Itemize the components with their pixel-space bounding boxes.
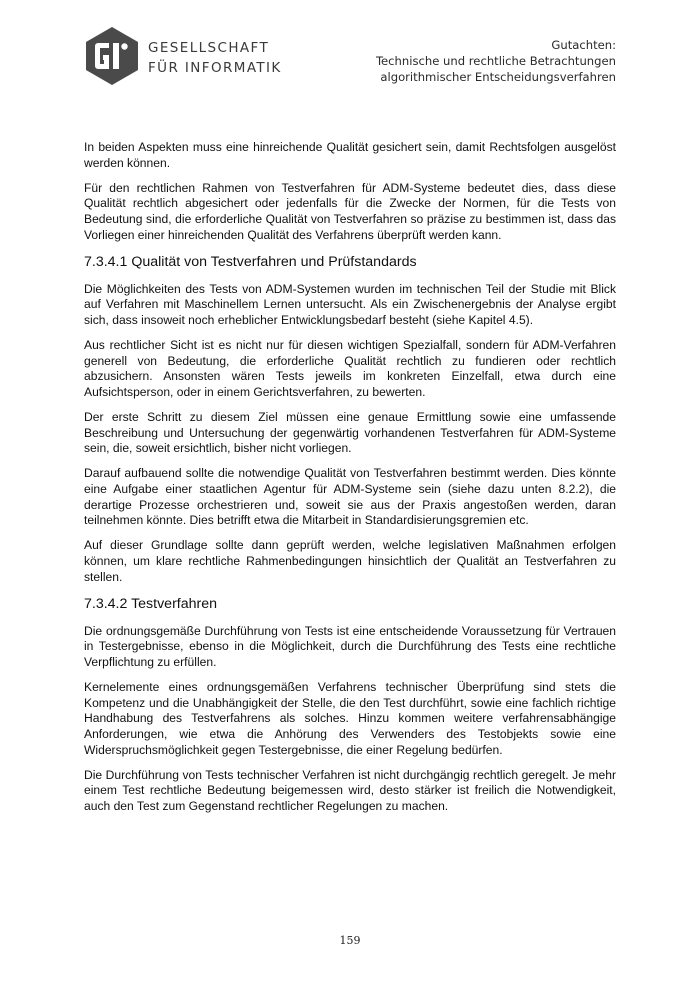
section-heading: 7.3.4.2 Testverfahren — [84, 595, 218, 612]
section-heading: 7.3.4.1 Qualität von Testverfahren und Prüfstandards — [84, 253, 417, 270]
paragraph: Die ordnungsgemäße Durchführung von Tests ist eine entscheidende Voraussetzung für Vertrauen in Testergebnisse, ebenso in die Möglichkeit, durch die Durchführung des Tests eine rechtliche Verpflichtung zu erfüllen. — [84, 623, 616, 669]
paragraph: Der erste Schritt zu diesem Ziel müssen eine genaue Ermittlung sowie eine umfassende Beschreibung und Untersuchung der gegenwärtig vorhandenen Testverfahren für ADM-Systeme sein, die, soweit ersichtlich, bisher nicht vorliegen. — [84, 410, 616, 456]
header-line-3: algorithmischer Entscheidungsverfahren — [380, 70, 616, 84]
paragraph: Die Durchführung von Tests technischer Verfahren ist nicht durchgängig rechtlich geregelt. Je mehr einem Test rechtliche Bedeutung beigemessen wird, desto stärker ist freilich die Notwendigkeit, auch den Test zum Gegenstand rechtlicher Regelungen zu machen. — [84, 767, 616, 813]
paragraph: Aus rechtlicher Sicht ist es nicht nur für diesen wichtigen Spezialfall, sondern für ADM-Verfahren generell von Bedeutung, die erforderliche Qualität rechtlich zu fundieren oder rechtlich abzusichern. Ansonsten wären Tests jeweils im konkreten Einzelfall, etwa durch eine Aufsichtsperson, oder in einem Gerichtsverfahren, zu bewerten. — [84, 338, 616, 399]
paragraph: In beiden Aspekten muss eine hinreichende Qualität gesichert sein, damit Rechtsfolgen ausgelöst werden können. — [84, 140, 616, 170]
logo-text-line2: FÜR INFORMATIK — [148, 60, 282, 76]
running-header — [376, 37, 616, 85]
logo-text-line1: GESELLSCHAFT — [148, 40, 270, 56]
paragraph: Die Möglichkeiten des Tests von ADM-Systemen wurden im technischen Teil der Studie mit Blick auf Verfahren mit Maschinellem Lernen untersucht. Als ein Zwischenergebnis der Analyse ergibt sich, dass insoweit noch erheblicher Entwicklungsbedarf besteht (siehe Kapitel 4.5). — [84, 281, 616, 327]
gi-logo-mark-icon — [82, 27, 142, 85]
paragraph: Auf dieser Grundlage sollte dann geprüft werden, welche legislativen Maßnahmen erfolgen können, um klare rechtliche Rahmenbedingungen hinsichtlich der Qualität an Testverfahren zu stellen. — [84, 538, 616, 584]
gi-logo — [82, 27, 282, 85]
body-text — [84, 140, 616, 824]
paragraph: Darauf aufbauend sollte die notwendige Qualität von Testverfahren bestimmt werden. Dies könnte eine Aufgabe einer staatlichen Agentur für ADM-Systeme sein (siehe dazu unten 8.2.2), die derartige Prozesse orchestrieren und, soweit sie aus der Praxis angestoßen werden, daran teilnehmen könnte. Dies betrifft etwa die Mitarbeit in Standardisierungsgremien etc. — [84, 466, 616, 528]
paragraph: Kernelemente eines ordnungsgemäßen Verfahrens technischer Überprüfung sind stets die Kompetenz und die Unabhängigkeit der Stelle, die den Test durchführt, sowie eine fachlich richtige Handhabung des Testverfahrens als solches. Hinzu kommen weitere verfahrensabhängige Anforderungen, wie etwa die Anhörung des Verwenders des Testobjekts sowie eine Widerspruchsmöglichkeit gegen Testergebnisse, die einer Regelung bedürfen. — [84, 680, 616, 757]
page-number: 159 — [339, 934, 361, 947]
paragraph: Für den rechtlichen Rahmen von Testverfahren für ADM-Systeme bedeutet dies, dass diese Qualität rechtlich abgesichert oder jedenfalls für die Zwecke der Normen, für die Tests von Bedeutung sind, die erforderliche Qualität von Testverfahren so präzise zu bestimmen ist, dass das Vorliegen einer hinreichenden Qualität des Verfahrens überprüft werden kann. — [84, 180, 616, 242]
header-line-2: Technische und rechtliche Betrachtungen — [375, 54, 616, 68]
header-line-1: Gutachten: — [551, 38, 616, 52]
